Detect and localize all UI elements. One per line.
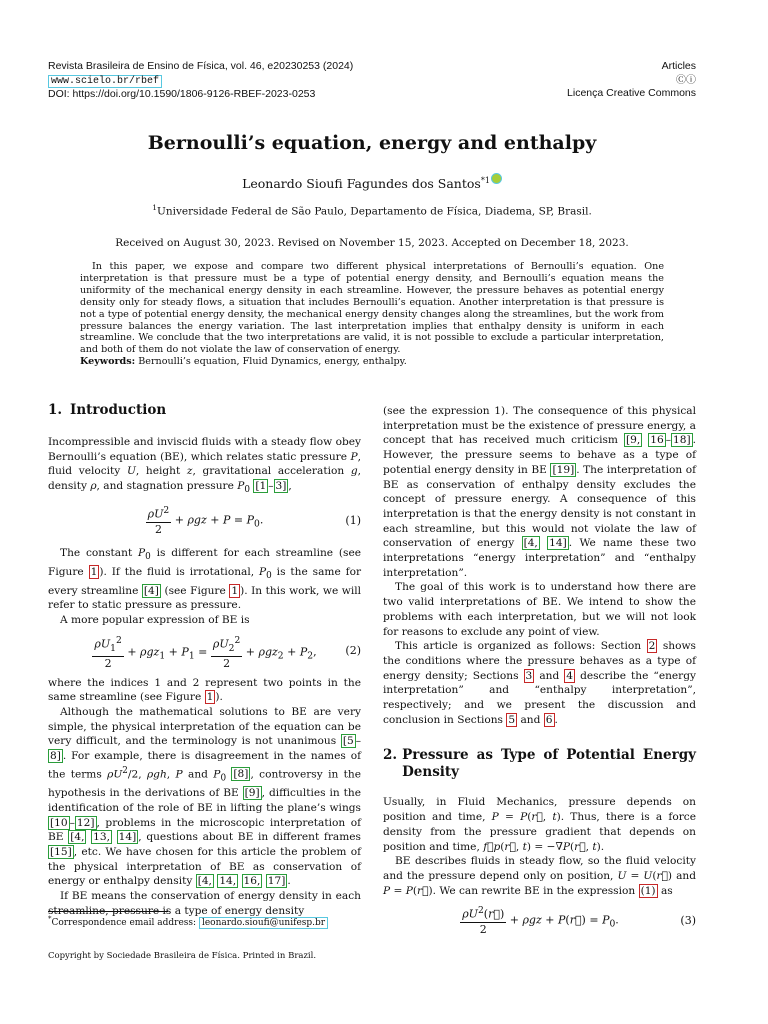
equation-1: $\frac{\rho U^2}{2}$ + $\rho gz + P = P_0$. (1) — [147, 504, 361, 536]
author-line — [48, 173, 696, 191]
email-link[interactable]: leonardo.sioufi@unifesp.br — [199, 917, 328, 929]
journal-url-link[interactable]: www.scielo.br/rbef — [48, 75, 162, 88]
paragraph: (see the expression 1). The consequence of this physical interpretation must be the existence of pressure energy, a concept that has received much criticism [9, 16 – 18] . However, the pressure seems to behave as a type of potential energy density in BE [19] . The interpretation of BE as conservation of enthalpy density excludes the concept of pressure energy. A consequence of this interpretation is that the energy density is not constant in each streamline, but this would not violate the law of conservation of energy [4, 14] . We name these two interpretations “energy interpretation” and “enthalpy interpretation”. — [383, 405, 696, 579]
section-1-heading: 1. Introduction — [48, 402, 167, 418]
right-column — [383, 404, 696, 946]
creative-commons-icon: Ⓒⓘ — [676, 74, 696, 86]
paragraph: If BE means the conservation of energy density in each streamline, pressure is a type of energy density — [48, 890, 361, 917]
article-dates: Received on August 30, 2023. Revised on November 15, 2023. Accepted on December 18, 2023. — [115, 237, 629, 249]
equation-2: $\frac{\rho U_1^2}{2}$ + $\rho gz_1 + P_1$ = $\frac{\rho U_2^2}{2}$ + $\rho gz_2 + P_2$, (2) — [94, 634, 361, 670]
section-2-heading: 2. Pressure as Type of Potential Energy Density — [383, 747, 696, 781]
affiliation-mark: 1 — [152, 203, 157, 212]
left-column — [48, 402, 361, 919]
article-meta — [567, 60, 696, 101]
paragraph: where the indices 1 and 2 represent two points in the same streamline (see Figure 1 ). — [48, 676, 361, 704]
affiliation — [48, 203, 696, 218]
keywords — [80, 356, 664, 368]
footnote-divider — [48, 911, 168, 912]
abstract-text: In this paper, we expose and compare two different physical interpretations of Bernoulli’s equation. One interpretation is that pressure must be a type of potential energy density, and Bernoulli’s equation means the uniformity of the mechanical energy density in each streamline. However, the pressure behaves as potential energy density only for steady flows, a situation that includes Bernoulli’s equation. Another interpretation is that pressure is not a type of potential energy density, the mechanical energy density changes along the streamlines, but the work from pressure balances the energy variation. The last interpretation implies that enthalpy density is uniform in each streamline. We conclude that the two interpretations are valid, it is not possible to exclude a particular interpretation, and both of them do not violate the law of conservation of energy. — [80, 261, 664, 356]
paragraph: Usually, in Fluid Mechanics, pressure depends on position and time, P = P(r⃗, t). Thus, there is a force density from the pressure gradient that depends on position and time, f⃗p(r⃗, t) = −∇P(r⃗, t). — [383, 796, 696, 853]
section-label: Articles — [661, 60, 696, 72]
copyright: Copyright by Sociedade Brasileira de Física. Printed in Brazil. — [48, 951, 317, 961]
affiliation-text: Universidade Federal de São Paulo, Departamento de Física, Diadema, SP, Brasil. — [156, 205, 592, 218]
article-title: Bernoulli’s equation, energy and enthalpy — [147, 132, 597, 154]
keywords-text: Bernoulli’s equation, Fluid Dynamics, energy, enthalpy. — [138, 356, 407, 368]
footnote-mark: * — [48, 915, 52, 923]
abstract — [80, 261, 664, 368]
author-mark: *1 — [480, 175, 490, 185]
paragraph: A more popular expression of BE is — [60, 613, 250, 626]
paragraph: Although the mathematical solutions to BE are very simple, the physical interpretation of the equation can be very difficult, and the terminology is not unanimous [5 –8] . For example, there is disagreement in the names of the terms $\rho U^2/2$, ρgh, P and $P_0$ [8] , controversy in the hypothesis in the derivations of BE [9] , difficulties in the identification of the role of BE in lifting the plane’s wings [10 – 12] , problems in the microscopic interpretation of BE [4, 13, 14] , questions about BE in different frames [15] , etc. We have chosen for this article the problem of the physical interpretation of BE as conservation of energy or enthalpy density [4, 14, 16, 17] . — [48, 706, 361, 888]
paragraph: This article is organized as follows: Section 2 shows the conditions where the pressure behaves as a type of energy density; Sections 3 and 4 describe the “energy interpretation” and “enthalpy interpretation”, respectively; and we present the discussion and conclusion in Sections 5 and 6 . — [383, 640, 697, 726]
journal-info — [48, 60, 353, 102]
page-header — [48, 60, 696, 102]
paragraph: BE describes fluids in steady flow, so the fluid velocity and the pressure depend only on position, U = U(r⃗) and P = P(r⃗). We can rewrite BE in the expression (1) as — [383, 855, 696, 897]
author-name: Leonardo Sioufi Fagundes dos Santos — [242, 176, 481, 191]
equation-3: $\frac{\rho U^2(r⃗)}{2}$ + ρgz + P(r⃗) = $P_0$. (3) — [462, 905, 696, 937]
footnote — [48, 915, 328, 928]
license-label[interactable]: Licença Creative Commons — [567, 87, 696, 99]
journal-name: Revista Brasileira de Ensino de Física, vol. 46, e20230253 (2024) — [48, 60, 354, 72]
paragraph: The constant $P_0$ is different for each streamline (see Figure 1 ). If the fluid is irrotational, $P_0$ is the same for every streamline [4] (see Figure 1 ). In this work, we will refer to static pressure as pressure. — [48, 546, 362, 612]
paragraph: The goal of this work is to understand how there are two valid interpretations of BE. We intend to show the problems with each interpretation, but we will not look for reasons to exclude any point of view. — [383, 581, 696, 638]
paragraph: Incompressible and inviscid fluids with a steady flow obey Bernoulli’s equation (BE), which relates static pressure P, fluid velocity U, height z, gravitational acceleration g, density ρ, and stagnation pressure $P_0$ [1 – 3] , — [48, 436, 361, 496]
orcid-icon[interactable] — [491, 173, 502, 184]
footnote-label: Correspondence email address: — [51, 918, 197, 928]
keywords-label: Keywords: — [80, 356, 136, 368]
doi-link[interactable]: DOI: https://doi.org/10.1590/1806-9126-RBEF-2023-0253 — [48, 88, 316, 100]
